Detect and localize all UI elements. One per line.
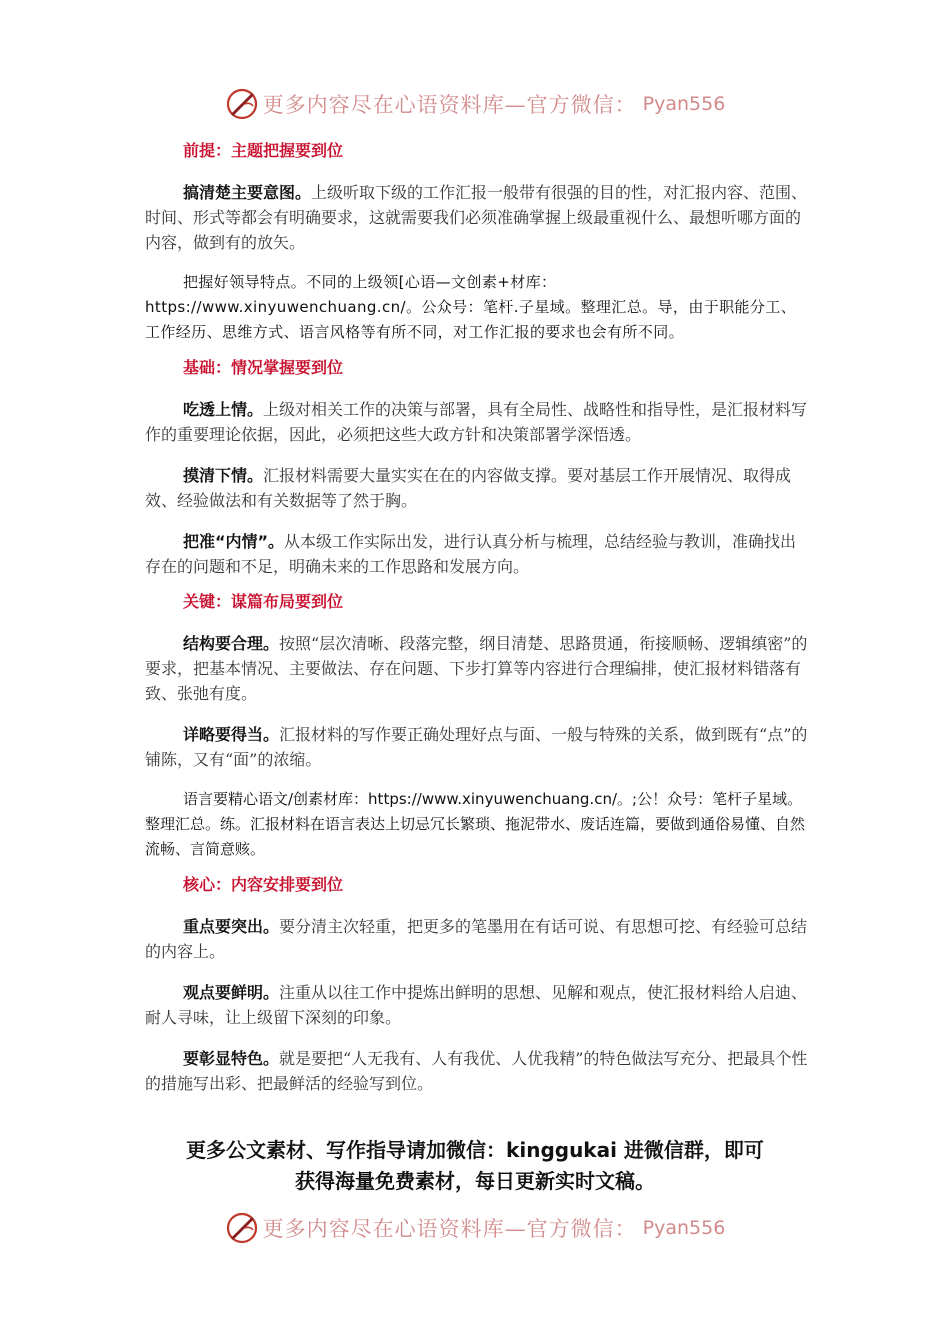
promo-line: 更多公文素材、写作指导请加微信：kinggukai 进微信群，即可 [186, 1138, 764, 1162]
pen-logo-icon [225, 1211, 259, 1245]
paragraph: 语言要精心语文/创素材库：https://www.xinyuwenchuang.cn/。;公！众号：笔杆子星域。整理汇总。练。汇报材料在语言表达上切忌冗长繁琐、拖泥带水、废话连篇，要做到通俗易懂、自然流畅、言简意赅。 [145, 790, 806, 858]
banner-wechat-id: Pyan556 [642, 1217, 726, 1239]
banner-text: 更多内容尽在心语资料库—官方微信： [262, 1217, 637, 1241]
paragraph: 观点要鲜明。注重从以往工作中提炼出鲜明的思想、见解和观点，使汇报材料给人启迪、耐人寻味，让上级留下深刻的印象。 [145, 983, 808, 1027]
paragraph: 把握好领导特点。不同的上级领[心语—文创素+材库：https://www.xinyuwenchuang.cn/。公众号：笔杆.子星域。整理汇总。导，由于职能分工、工作经历、思维方式、语言风格等有所不同，对工作汇报的要求也会有所不同。 [145, 273, 797, 341]
paragraph: 结构要合理。按照“层次清晰、段落完整，纲目清楚、思路贯通，衔接顺畅、逻辑缜密”的要求，把基本情况、主要做法、存在问题、下步打算等内容进行合理编排，使汇报材料错落有致、张弛有度。 [145, 634, 808, 703]
promo-notice [0, 1135, 950, 1197]
section-heading: 基础：情况掌握要到位 [183, 358, 344, 377]
banner-text: 更多内容尽在心语资料库—官方微信： [262, 93, 637, 117]
paragraph: 详略要得当。汇报材料的写作要正确处理好点与面、一般与特殊的关系，做到既有“点”的铺陈，又有“面”的浓缩。 [145, 725, 808, 769]
paragraph: 搞清楚主要意图。上级听取下级的工作汇报一般带有很强的目的性，对汇报内容、范围、时间、形式等都会有明确要求，这就需要我们必须准确掌握上级最重视什么、最想听哪方面的内容，做到有的放矢。 [145, 183, 808, 252]
section-heading: 核心：内容安排要到位 [183, 875, 344, 894]
promo-line: 获得海量免费素材，每日更新实时文稿。 [295, 1169, 655, 1193]
paragraph: 要彰显特色。就是要把“人无我有、人有我优、人优我精”的特色做法写充分、把最具个性的措施写出彩、把最鲜活的经验写到位。 [145, 1049, 808, 1093]
section-heading: 关键：谋篇布局要到位 [183, 592, 344, 611]
banner-wechat-id: Pyan556 [642, 93, 726, 115]
paragraph: 重点要突出。要分清主次轻重，把更多的笔墨用在有话可说、有思想可挖、有经验可总结的内容上。 [145, 917, 808, 961]
paragraph: 把准“内情”。从本级工作实际出发，进行认真分析与梳理，总结经验与教训，准确找出存在的问题和不足，明确未来的工作思路和发展方向。 [145, 532, 797, 576]
footer-banner [0, 1208, 950, 1248]
article-body [145, 138, 810, 1106]
section-heading: 前提：主题把握要到位 [183, 141, 344, 160]
paragraph: 吃透上情。上级对相关工作的决策与部署，具有全局性、战略性和指导性，是汇报材料写作的重要理论依据，因此，必须把这些大政方针和决策部署学深悟透。 [145, 400, 808, 444]
paragraph: 摸清下情。汇报材料需要大量实实在在的内容做支撑。要对基层工作开展情况、取得成效、经验做法和有关数据等了然于胸。 [145, 466, 792, 510]
pen-logo-icon [225, 87, 259, 121]
header-banner [0, 84, 950, 124]
